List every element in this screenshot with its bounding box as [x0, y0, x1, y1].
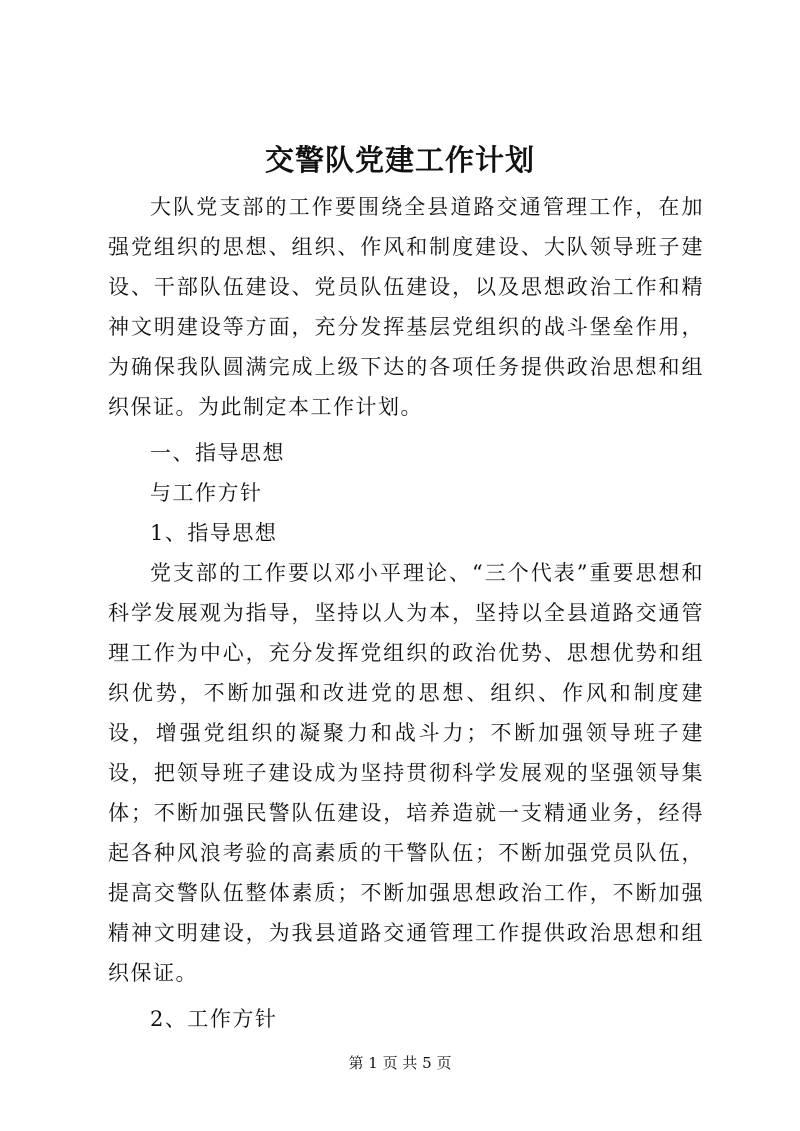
- item-1-paragraph: 党支部的工作要以邓小平理论、“三个代表”重要思想和科学发展观为指导，坚持以人为本，坚持以全县道路交通管理工作为中心，充分发挥党组织的政治优势、思想优势和组织优势，不断加强和改进党的思想、组织、作风和制度建设，增强党组织的凝聚力和战斗力；不断加强领导班子建设，把领导班子建设成为坚持贯彻科学发展观的坚强领导集体；不断加强民警队伍建设，培养造就一支精通业务，经得起各种风浪考验的高素质的干警队伍；不断加强党员队伍，提高交警队伍整体素质；不断加强思想政治工作，不断加强精神文明建设，为我县道路交通管理工作提供政治思想和组织保证。: [108, 561, 704, 985]
- document-body: [108, 187, 704, 1039]
- page-footer: 第 1 页 共 5 页: [348, 1054, 452, 1072]
- item-1-heading: 1、指导思想: [150, 521, 278, 545]
- intro-paragraph: 大队党支部的工作要围绕全县道路交通管理工作，在加强党组织的思想、组织、作风和制度建设、大队领导班子建设、干部队伍建设、党员队伍建设，以及思想政治工作和精神文明建设等方面，充分发挥基层党组织的战斗堡垒作用，为确保我队圆满完成上级下达的各项任务提供政治思想和组织保证。为此制定本工作计划。: [108, 195, 704, 419]
- item-2-heading: 2、工作方针: [150, 1007, 278, 1031]
- section-1-subheading: 与工作方针: [150, 481, 263, 505]
- section-1-heading: 一、指导思想: [150, 441, 285, 465]
- document-title: 交警队党建工作计划: [264, 143, 535, 177]
